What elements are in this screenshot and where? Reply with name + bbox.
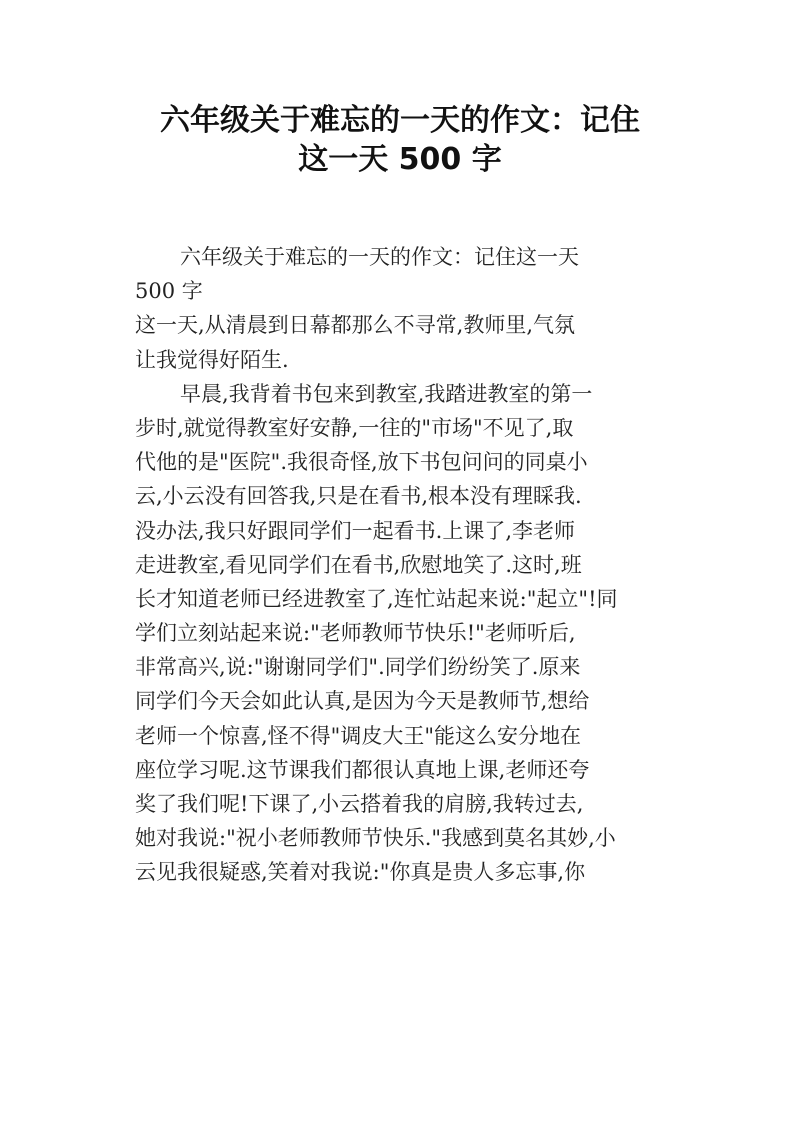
body-line: 早晨,我背着书包来到教室,我踏进教室的第一: [180, 381, 593, 406]
body-line: 座位学习呢.这节课我们都很认真地上课,老师还夸: [135, 757, 590, 782]
body-line: 学们立刻站起来说:"老师教师节快乐!"老师听后,: [135, 621, 576, 646]
body-line: 奖了我们呢!下课了,小云搭着我的肩膀,我转过去,: [135, 792, 584, 816]
body-line: 让我觉得好陌生.: [135, 347, 289, 372]
title-line-1: 六年级关于难忘的一天的作文：记住: [160, 103, 640, 138]
body-line: 六年级关于难忘的一天的作文：记住这一天: [180, 245, 579, 269]
body-line: 云见我很疑惑,笑着对我说:"你真是贵人多忘事,你: [135, 860, 586, 885]
body-line: 长才知道老师已经进教室了,连忙站起来说:"起立"!同: [135, 586, 618, 611]
body-line: 非常高兴,说:"谢谢同学们".同学们纷纷笑了.原来: [135, 655, 581, 680]
body-line: 老师一个惊喜,怪不得"调皮大王"能这么安分地在: [135, 723, 581, 748]
body-line: 代他的是"医院".我很奇怪,放下书包问问的同桌小: [135, 450, 588, 475]
body-line: 云,小云没有回答我,只是在看书,根本没有理睬我.: [135, 484, 582, 509]
title-line-2: 这一天 500 字: [298, 142, 502, 177]
body-line: 500 字: [135, 279, 203, 304]
body-line: 她对我说:"祝小老师教师节快乐."我感到莫名其妙,小: [135, 826, 616, 851]
body-line: 没办法,我只好跟同学们一起看书.上课了,李老师: [135, 518, 576, 543]
body-line: 同学们今天会如此认真,是因为今天是教师节,想给: [135, 689, 590, 714]
body-line: 步时,就觉得教室好安静,一往的"市场"不见了,取: [135, 415, 574, 440]
document-body: [135, 240, 715, 890]
body-line: 走进教室,看见同学们在看书,欣慰地笑了.这时,班: [135, 552, 582, 577]
body-line: 这一天,从清晨到日幕都那么不寻常,教师里,气氛: [135, 313, 576, 338]
